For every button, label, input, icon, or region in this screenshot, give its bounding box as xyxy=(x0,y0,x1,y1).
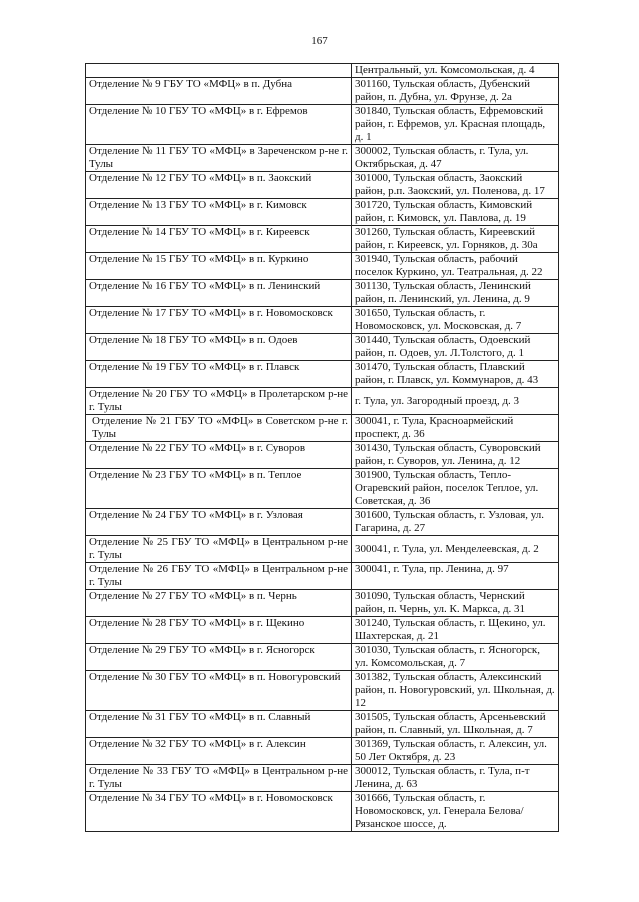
office-address: 301000, Тульская область, Заокский район, р.п. Заокский, ул. Поленова, д. 17 xyxy=(352,172,559,199)
table-row xyxy=(86,172,559,199)
office-name: Отделение № 25 ГБУ ТО «МФЦ» в Центральном р-не г. Тулы xyxy=(86,536,352,563)
office-name: Отделение № 10 ГБУ ТО «МФЦ» в г. Ефремов xyxy=(86,105,352,145)
office-name: Отделение № 33 ГБУ ТО «МФЦ» в Центральном р-не г. Тулы xyxy=(86,765,352,792)
table-row xyxy=(86,469,559,509)
office-name: Отделение № 9 ГБУ ТО «МФЦ» в п. Дубна xyxy=(86,78,352,105)
office-address: 301650, Тульская область, г. Новомосковск, ул. Московская, д. 7 xyxy=(352,307,559,334)
office-address: 301600, Тульская область, г. Узловая, ул. Гагарина, д. 27 xyxy=(352,509,559,536)
office-name: Отделение № 14 ГБУ ТО «МФЦ» в г. Киреевск xyxy=(86,226,352,253)
table-row xyxy=(86,563,559,590)
table-row xyxy=(86,536,559,563)
office-name: Отделение № 30 ГБУ ТО «МФЦ» в п. Новогуровский xyxy=(86,671,352,711)
table-row xyxy=(86,145,559,172)
table-row xyxy=(86,617,559,644)
office-name: Отделение № 31 ГБУ ТО «МФЦ» в п. Славный xyxy=(86,711,352,738)
table-row xyxy=(86,590,559,617)
table-row xyxy=(86,388,559,415)
office-address: 301900, Тульская область, Тепло-Огаревский район, поселок Теплое, ул. Советская, д. 36 xyxy=(352,469,559,509)
office-address: 301382, Тульская область, Алексинский район, п. Новогуровский, ул. Школьная, д. 12 xyxy=(352,671,559,711)
office-address: 300041, г. Тула, ул. Менделеевская, д. 2 xyxy=(352,536,559,563)
table-row xyxy=(86,442,559,469)
office-name xyxy=(86,64,352,78)
table-row xyxy=(86,199,559,226)
table-row xyxy=(86,711,559,738)
office-name: Отделение № 22 ГБУ ТО «МФЦ» в г. Суворов xyxy=(86,442,352,469)
office-address: 301505, Тульская область, Арсеньевский район, п. Славный, ул. Школьная, д. 7 xyxy=(352,711,559,738)
page-number: 167 xyxy=(311,35,328,47)
office-name: Отделение № 29 ГБУ ТО «МФЦ» в г. Ясногорск xyxy=(86,644,352,671)
office-address: 301470, Тульская область, Плавский район, г. Плавск, ул. Коммунаров, д. 43 xyxy=(352,361,559,388)
office-name: Отделение № 20 ГБУ ТО «МФЦ» в Пролетарском р-не г. Тулы xyxy=(86,388,352,415)
table-row xyxy=(86,226,559,253)
office-address: 300002, Тульская область, г. Тула, ул. Октябрьская, д. 47 xyxy=(352,145,559,172)
office-name: Отделение № 12 ГБУ ТО «МФЦ» в п. Заокский xyxy=(86,172,352,199)
office-address: 301130, Тульская область, Ленинский район, п. Ленинский, ул. Ленина, д. 9 xyxy=(352,280,559,307)
table-row xyxy=(86,307,559,334)
office-name: Отделение № 24 ГБУ ТО «МФЦ» в г. Узловая xyxy=(86,509,352,536)
office-name: Отделение № 27 ГБУ ТО «МФЦ» в п. Чернь xyxy=(86,590,352,617)
table-row xyxy=(86,415,559,442)
table-row xyxy=(86,280,559,307)
office-name: Отделение № 34 ГБУ ТО «МФЦ» в г. Новомосковск xyxy=(86,792,352,832)
office-address: 301940, Тульская область, рабочий поселок Куркино, ул. Театральная, д. 22 xyxy=(352,253,559,280)
office-address: 301430, Тульская область, Суворовский район, г. Суворов, ул. Ленина, д. 12 xyxy=(352,442,559,469)
office-address: 301840, Тульская область, Ефремовский район, г. Ефремов, ул. Красная площадь, д. 1 xyxy=(352,105,559,145)
table-row xyxy=(86,644,559,671)
office-address: 301666, Тульская область, г. Новомосковск, ул. Генерала Белова/Рязанское шоссе, д. xyxy=(352,792,559,832)
table-row xyxy=(86,792,559,832)
office-name: Отделение № 16 ГБУ ТО «МФЦ» в п. Ленинский xyxy=(86,280,352,307)
mfc-offices-table xyxy=(85,63,559,832)
office-name: Отделение № 28 ГБУ ТО «МФЦ» в г. Щекино xyxy=(86,617,352,644)
office-address: 301030, Тульская область, г. Ясногорск, ул. Комсомольская, д. 7 xyxy=(352,644,559,671)
office-address: 300041, г. Тула, пр. Ленина, д. 97 xyxy=(352,563,559,590)
office-name: Отделение № 17 ГБУ ТО «МФЦ» в г. Новомосковск xyxy=(86,307,352,334)
office-address: г. Тула, ул. Загородный проезд, д. 3 xyxy=(352,388,559,415)
table-row xyxy=(86,64,559,78)
office-name: Отделение № 13 ГБУ ТО «МФЦ» в г. Кимовск xyxy=(86,199,352,226)
office-name: Отделение № 23 ГБУ ТО «МФЦ» в п. Теплое xyxy=(86,469,352,509)
office-address: 301440, Тульская область, Одоевский район, п. Одоев, ул. Л.Толстого, д. 1 xyxy=(352,334,559,361)
table-row xyxy=(86,105,559,145)
office-address: Центральный, ул. Комсомольская, д. 4 xyxy=(352,64,559,78)
office-address: 300012, Тульская область, г. Тула, п-т Ленина, д. 63 xyxy=(352,765,559,792)
table-row xyxy=(86,361,559,388)
table-row xyxy=(86,509,559,536)
office-name: Отделение № 32 ГБУ ТО «МФЦ» в г. Алексин xyxy=(86,738,352,765)
office-address: 301160, Тульская область, Дубенский район, п. Дубна, ул. Фрунзе, д. 2а xyxy=(352,78,559,105)
table-row xyxy=(86,253,559,280)
table-row xyxy=(86,738,559,765)
office-name: Отделение № 19 ГБУ ТО «МФЦ» в г. Плавск xyxy=(86,361,352,388)
table-row xyxy=(86,334,559,361)
office-address: 301369, Тульская область, г. Алексин, ул. 50 Лет Октября, д. 23 xyxy=(352,738,559,765)
office-name: Отделение № 26 ГБУ ТО «МФЦ» в Центральном р-не г. Тулы xyxy=(86,563,352,590)
office-name: Отделение № 21 ГБУ ТО «МФЦ» в Советском р-не г. Тулы xyxy=(86,415,352,442)
office-name: Отделение № 18 ГБУ ТО «МФЦ» в п. Одоев xyxy=(86,334,352,361)
table-row xyxy=(86,78,559,105)
office-name: Отделение № 15 ГБУ ТО «МФЦ» в п. Куркино xyxy=(86,253,352,280)
office-name: Отделение № 11 ГБУ ТО «МФЦ» в Зареченском р-не г. Тулы xyxy=(86,145,352,172)
table-row xyxy=(86,765,559,792)
office-address: 301720, Тульская область, Кимовский район, г. Кимовск, ул. Павлова, д. 19 xyxy=(352,199,559,226)
office-address: 301260, Тульская область, Киреевский район, г. Киреевск, ул. Горняков, д. 30а xyxy=(352,226,559,253)
office-address: 301090, Тульская область, Чернский район, п. Чернь, ул. К. Маркса, д. 31 xyxy=(352,590,559,617)
table-row xyxy=(86,671,559,711)
office-address: 301240, Тульская область, г. Щекино, ул. Шахтерская, д. 21 xyxy=(352,617,559,644)
office-address: 300041, г. Тула, Красноармейский проспект, д. 36 xyxy=(352,415,559,442)
